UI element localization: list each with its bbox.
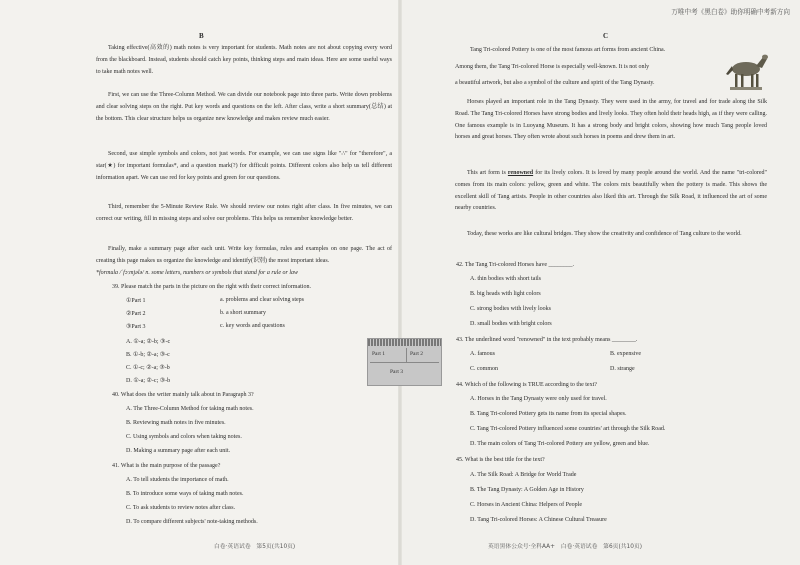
- notebook-figure: [367, 338, 442, 386]
- q43-stem: 43. The underlined word "renowned" in the text probably means ________.: [456, 337, 638, 343]
- q42-option-b[interactable]: B. big heads with light colors: [470, 291, 541, 297]
- para3-after: for its lively colors. It is loved by many people around the world. And the name "tri-colored" comes from its main colors: yellow, green and white. The colors mix beautifully when the pottery is made. This shows the excellent skill of Tang artists. People in other countries also liked this art. Through the Silk Road, it influenced the art of some nearby countries.: [455, 170, 767, 212]
- q40-stem: 40. What does the writer mainly talk about in Paragraph 3?: [112, 392, 254, 398]
- q39-option-d[interactable]: D. ①-a; ②-c; ③-b: [126, 378, 171, 384]
- q40-option-b[interactable]: B. Reviewing math notes in five minutes.: [126, 420, 226, 426]
- figure-divider-vertical: [406, 348, 407, 362]
- header-title: 万唯中考《黑白卷》助你明确中考新方向: [671, 8, 790, 16]
- q39-info-b: b. a short summary: [220, 310, 266, 316]
- q44-option-d[interactable]: D. The main colors of Tang Tri-colored Pottery are yellow, green and blue.: [470, 441, 650, 447]
- right-paragraph-2: Horses played an important role in the Tang Dynasty. They were used in the army, for travel and for trade along the Silk Road. The Tang Tri-colored Horses have strong bodies and lively looks. They often hold their heads high, as if they were calling. One famous example is in Luoyang Museum. It has a strong body and bright colors, showing how much Tang people loved horses and great horses. They often wrote about such horses in poems and drew them in art.: [455, 99, 767, 141]
- left-paragraph-1: Taking effective(高效的) math notes is very important for students. Math notes are not about copying every word from the blackboard. Instead, students should catch key points, thinking steps and main ideas. Here are some useful ways to take math notes well.: [96, 45, 392, 75]
- q44-option-a[interactable]: A. Horses in the Tang Dynasty were only used for travel.: [470, 396, 607, 402]
- para3-before: This art form is: [467, 170, 508, 176]
- q40-option-d[interactable]: D. Making a summary page after each unit.: [126, 448, 231, 454]
- q42-option-c[interactable]: C. strong bodies with lively looks: [470, 306, 551, 312]
- q39-info-c: c. key words and questions: [220, 323, 285, 329]
- left-paragraph-2: First, we can use the Three-Column Method. We can divide our notebook page into three parts. Write down problems and clear solving steps on the right. Put key words and questions on the left. After class, write a short summary(总结) at the bottom. This clear structure helps us organize new knowledge and makes review much easier.: [96, 92, 392, 122]
- figure-part-2: Part 2: [410, 351, 423, 357]
- q41-option-a[interactable]: A. To tell students the importance of math.: [126, 477, 229, 483]
- q43-option-c[interactable]: C. common: [470, 366, 498, 372]
- q39-stem: 39. Please match the parts in the picture on the right with their correct information.: [112, 284, 311, 290]
- q40-option-a[interactable]: A. The Three-Column Method for taking math notes.: [126, 406, 254, 412]
- q39-part-1: ①Part 1: [126, 298, 146, 304]
- footnote: *formula /ˈfɔːmjələ/ n. some letters, numbers or symbols that stand for a rule or law: [96, 270, 298, 276]
- q44-option-c[interactable]: C. Tang Tri-colored Pottery influenced some countries' art through the Silk Road.: [470, 426, 666, 432]
- figure-part-3: Part 3: [390, 369, 403, 375]
- q41-option-c[interactable]: C. To ask students to review notes after class.: [126, 505, 236, 511]
- q41-option-b[interactable]: B. To introduce some ways of taking math notes.: [126, 491, 244, 497]
- q39-info-a: a. problems and clear solving steps: [220, 297, 304, 303]
- right-paragraph-4: Today, these works are like cultural bridges. They show the creativity and confidence of Tang culture to the world.: [467, 231, 742, 237]
- q41-option-d[interactable]: D. To compare different subjects' note-taking methods.: [126, 519, 258, 525]
- right-para1-line3: a beautiful artwork, but also a symbol of the culture and spirit of the Tang Dynasty.: [455, 80, 655, 86]
- q43-option-b[interactable]: B. expensive: [610, 351, 641, 357]
- q40-option-c[interactable]: C. Using symbols and colors when taking notes.: [126, 434, 242, 440]
- q41-stem: 41. What is the main purpose of the passage?: [112, 463, 221, 469]
- q45-option-c[interactable]: C. Horses in Ancient China: Helpers of People: [470, 502, 582, 508]
- q43-option-d[interactable]: D. strange: [610, 366, 635, 372]
- q39-part-3: ③Part 3: [126, 324, 146, 330]
- q44-stem: 44. Which of the following is TRUE according to the text?: [456, 382, 597, 388]
- right-para1-line1: Tang Tri-colored Pottery is one of the most famous art forms from ancient China.: [470, 47, 666, 53]
- right-footer: 英语黑体公众号·全科AA+ 白卷·英语试卷 第6页(共10页): [488, 544, 642, 550]
- section-letter-b: B: [199, 32, 204, 40]
- left-footer: 白卷·英语试卷 第5页(共10页): [214, 544, 296, 550]
- figure-divider-horizontal: [370, 362, 439, 363]
- right-para1-line2: Among them, the Tang Tri-colored Horse is especially well-known. It is not only: [455, 64, 650, 70]
- page-fold: [398, 0, 402, 565]
- q45-option-d[interactable]: D. Tang Tri-colored Horses: A Chinese Cultural Treasure: [470, 517, 607, 523]
- q45-option-b[interactable]: B. The Tang Dynasty: A Golden Age in History: [470, 487, 584, 493]
- left-paragraph-3: Second, use simple symbols and colors, not just words. For example, we can use signs like "∴" for "therefore", a star(★) for important formulas*, and a question mark(?) for difficult points. Different colors also help us tell different information apart. We can use red for key points and green for our questions.: [96, 151, 392, 181]
- q45-stem: 45. What is the best title for the text?: [456, 457, 545, 463]
- q39-option-a[interactable]: A. ①-a; ②-b; ③-c: [126, 339, 171, 345]
- q45-option-a[interactable]: A. The Silk Road: A Bridge for World Trade: [470, 472, 577, 478]
- q39-option-c[interactable]: C. ①-c; ②-a; ③-b: [126, 365, 170, 371]
- q43-option-a[interactable]: A. famous: [470, 351, 495, 357]
- q39-part-2: ②Part 2: [126, 311, 146, 317]
- right-paragraph-3: [455, 168, 767, 215]
- section-letter-c: C: [603, 32, 609, 40]
- renowned-word: renowned: [507, 170, 534, 176]
- left-paragraph-4: Third, remember the 5-Minute Review Rule. We should review our notes right after class. In five minutes, we can correct our writing, fill in missing steps and solve our problems. This helps us remember knowledge better.: [96, 204, 392, 222]
- q42-stem: 42. The Tang Tri-colored Horses have ________.: [456, 262, 575, 268]
- q44-option-b[interactable]: B. Tang Tri-colored Pottery gets its name from its special shapes.: [470, 411, 627, 417]
- q39-option-b[interactable]: B. ①-b; ②-a; ③-c: [126, 352, 170, 358]
- left-paragraph-5: Finally, make a summary page after each unit. Write key formulas, rules and examples on one page. The act of creating this page makes us organize the knowledge and identify(识别) the most important ideas.: [96, 246, 392, 264]
- notebook-spiral: [368, 339, 441, 346]
- q42-option-d[interactable]: D. small bodies with bright colors: [470, 321, 552, 327]
- q42-option-a[interactable]: A. thin bodies with short tails: [470, 276, 541, 282]
- tri-colored-horse-image: [720, 52, 770, 94]
- figure-part-1: Part 1: [372, 351, 385, 357]
